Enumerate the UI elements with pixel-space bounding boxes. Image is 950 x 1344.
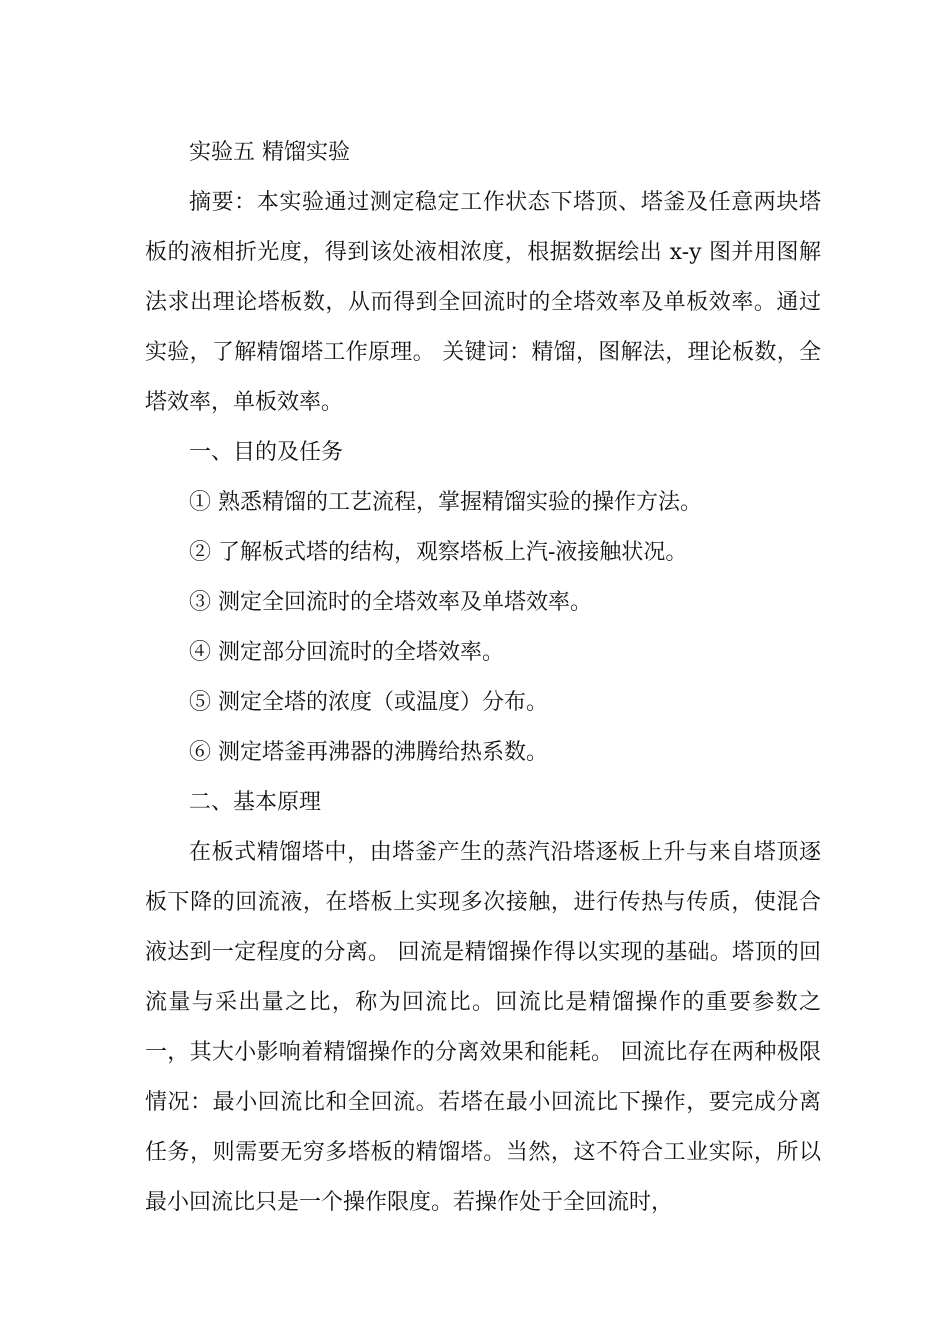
objective-item: ④ 测定部分回流时的全塔效率。 <box>189 640 504 665</box>
objective-item: ⑤ 测定全塔的浓度（或温度）分布。 <box>189 690 548 715</box>
section-heading-principles: 二、基本原理 <box>189 790 322 815</box>
objective-item: ① 熟悉精馏的工艺流程，掌握精馏实验的操作方法。 <box>189 490 702 515</box>
objective-item: ⑥ 测定塔釜再沸器的沸腾给热系数。 <box>189 740 548 765</box>
section-heading-objectives: 一、目的及任务 <box>189 440 344 465</box>
principles-paragraph: 在板式精馏塔中，由塔釜产生的蒸汽沿塔逐板上升与来自塔顶逐板下降的回流液，在塔板上实现多次接触，进行传热与传质，使混合液达到一定程度的分离。 回流是精馏操作得以实现的基础。塔顶的回流量与采出量之比，称为回流比。回流比是精馏操作的重要参数之一，其大小影响着精馏操作的分离效果和能耗。 回流比存在两种极限情况：最小回流比和全回流。若塔在最小回流比下操作，要完成分离任务，则需要无穷多塔板的精馏塔。当然，这不符合工业实际，所以最小回流比只是一个操作限度。若操作处于全回流时， <box>145 840 821 1215</box>
document-title: 实验五 精馏实验 <box>189 140 350 165</box>
objective-item: ② 了解板式塔的结构，观察塔板上汽-液接触状况。 <box>189 540 688 565</box>
document-body <box>145 128 821 1228</box>
abstract-paragraph: 摘要：本实验通过测定稳定工作状态下塔顶、塔釜及任意两块塔板的液相折光度，得到该处液相浓度，根据数据绘出 x-y 图并用图解法求出理论塔板数，从而得到全回流时的全塔效率及单板效率。通过实验，了解精馏塔工作原理。 关键词：精馏，图解法，理论板数，全塔效率，单板效率。 <box>145 190 821 415</box>
objective-item: ③ 测定全回流时的全塔效率及单塔效率。 <box>189 590 592 615</box>
